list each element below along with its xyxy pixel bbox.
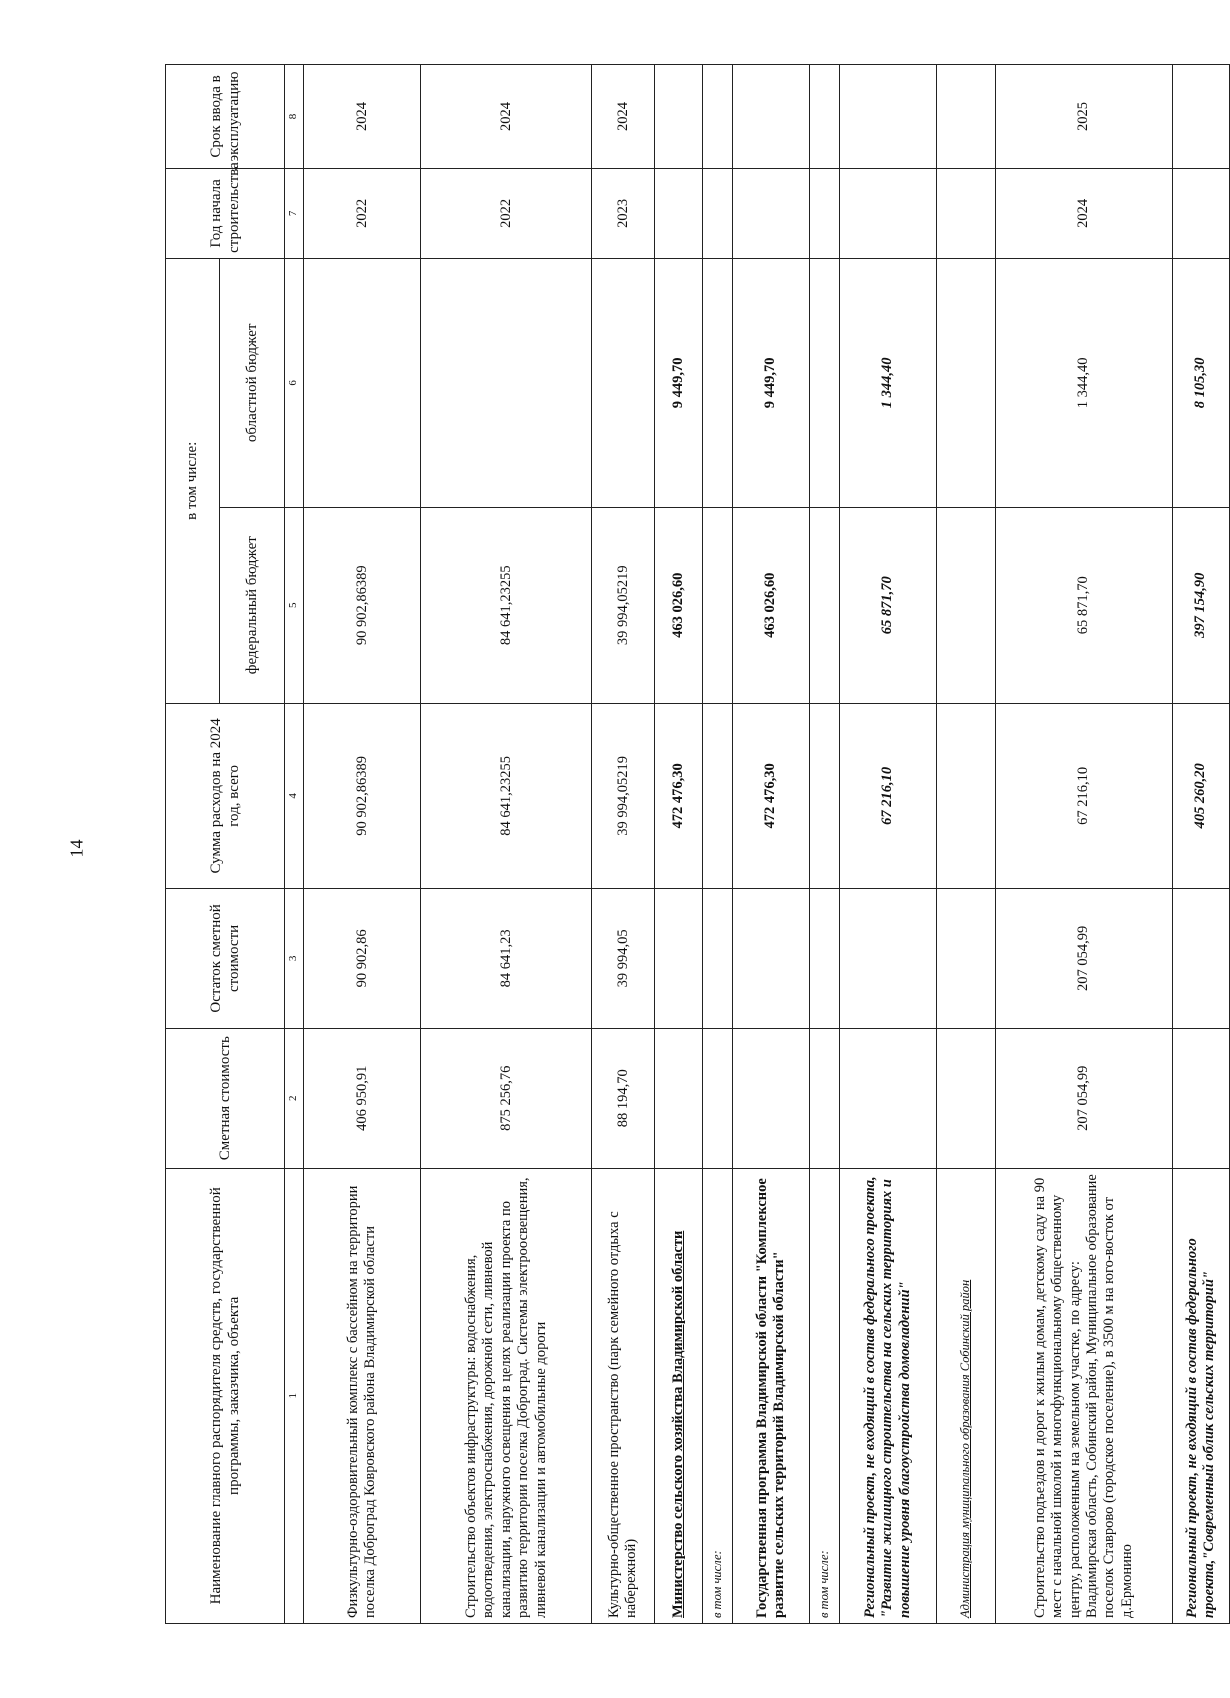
cell-start-year: 2023 bbox=[592, 168, 655, 258]
header-estimated-cost: Сметная стоимость bbox=[166, 1028, 285, 1168]
cell-estimated-cost: 406 950,91 bbox=[303, 1028, 420, 1168]
header-start-year: Год начала строительства bbox=[166, 168, 285, 258]
row-name: Культурно-общественное пространство (парк семейного отдыха с набережной) bbox=[592, 1168, 655, 1623]
column-number: 2 bbox=[284, 1028, 303, 1168]
cell-start-year bbox=[655, 168, 703, 258]
column-number: 6 bbox=[284, 258, 303, 507]
cell-estimated-cost: 207 054,99 bbox=[996, 1028, 1173, 1168]
cell-total-2024: 472 476,30 bbox=[732, 703, 810, 888]
cell-estimated-cost: 875 256,76 bbox=[421, 1028, 592, 1168]
cell-remaining-cost bbox=[810, 889, 840, 1029]
cell-remaining-cost: 207 054,99 bbox=[996, 889, 1173, 1029]
cell-remaining-cost bbox=[936, 889, 995, 1029]
cell-commission-year: 2024 bbox=[303, 65, 420, 169]
cell-estimated-cost bbox=[1172, 1028, 1229, 1168]
cell-commission-year bbox=[1172, 65, 1229, 169]
column-numbers-row bbox=[284, 65, 303, 1624]
table-row bbox=[732, 65, 810, 1624]
row-name: Строительство объектов инфраструктуры: водоснабжения, водоотведения, электроснабжения, дорожной сети, ливневой канализации, наружного освещения в целях реализации проекта по развитию территории поселка Доброград. Системы электроосвещения, ливневой канализации и автомобильные дороги bbox=[421, 1168, 592, 1623]
cell-regional: 1 344,40 bbox=[996, 258, 1173, 507]
cell-federal bbox=[810, 507, 840, 703]
cell-total-2024: 67 216,10 bbox=[996, 703, 1173, 888]
cell-estimated-cost: 88 194,70 bbox=[592, 1028, 655, 1168]
header-name: Наименование главного распорядителя средств, государственной программы, заказчика, объекта bbox=[166, 1168, 285, 1623]
table-row bbox=[655, 65, 703, 1624]
header-federal: федеральный бюджет bbox=[219, 507, 284, 703]
cell-regional: 1 344,40 bbox=[839, 258, 936, 507]
page-number: 14 bbox=[66, 839, 87, 858]
cell-start-year: 2022 bbox=[421, 168, 592, 258]
cell-start-year bbox=[839, 168, 936, 258]
cell-total-2024: 67 216,10 bbox=[839, 703, 936, 888]
header-remaining-cost: Остаток сметной стоимости bbox=[166, 889, 285, 1029]
cell-federal: 65 871,70 bbox=[839, 507, 936, 703]
column-number: 5 bbox=[284, 507, 303, 703]
cell-commission-year bbox=[839, 65, 936, 169]
cell-commission-year: 2025 bbox=[996, 65, 1173, 169]
column-number: 4 bbox=[284, 703, 303, 888]
cell-estimated-cost bbox=[703, 1028, 733, 1168]
column-number: 7 bbox=[284, 168, 303, 258]
cell-federal: 463 026,60 bbox=[655, 507, 703, 703]
table-row bbox=[421, 65, 592, 1624]
column-number: 8 bbox=[284, 65, 303, 169]
row-name: в том числе: bbox=[810, 1168, 840, 1623]
cell-estimated-cost bbox=[839, 1028, 936, 1168]
cell-federal: 397 154,90 bbox=[1172, 507, 1229, 703]
cell-commission-year bbox=[936, 65, 995, 169]
cell-total-2024: 472 476,30 bbox=[655, 703, 703, 888]
row-name: Министерство сельского хозяйства Владимирской области bbox=[655, 1168, 703, 1623]
cell-start-year bbox=[732, 168, 810, 258]
table-row bbox=[810, 65, 840, 1624]
cell-total-2024 bbox=[810, 703, 840, 888]
header-regional: областной бюджет bbox=[219, 258, 284, 507]
table-row bbox=[303, 65, 420, 1624]
cell-regional: 9 449,70 bbox=[655, 258, 703, 507]
row-name: Строительство подъездов и дорог к жилым домам, детскому саду на 90 мест с начальной школой и многофункциональному общественному центру, расположенным на земельном участке, по адресу: Владимирская область, Собинский район, Муниципальное образование поселок Ставрово (городское поселение), в 3500 м на юго-восток от д.Ермонино bbox=[996, 1168, 1173, 1623]
column-number: 3 bbox=[284, 889, 303, 1029]
cell-regional: 8 105,30 bbox=[1172, 258, 1229, 507]
cell-total-2024: 39 994,05219 bbox=[592, 703, 655, 888]
cell-start-year bbox=[810, 168, 840, 258]
cell-commission-year bbox=[732, 65, 810, 169]
table-row bbox=[936, 65, 995, 1624]
cell-federal bbox=[703, 507, 733, 703]
cell-federal: 39 994,05219 bbox=[592, 507, 655, 703]
header-total-2024: Сумма расходов на 2024 год, всего bbox=[166, 703, 285, 888]
cell-estimated-cost bbox=[732, 1028, 810, 1168]
cell-remaining-cost bbox=[732, 889, 810, 1029]
cell-total-2024: 84 641,23255 bbox=[421, 703, 592, 888]
budget-table bbox=[165, 64, 1230, 1624]
cell-total-2024: 90 902,86389 bbox=[303, 703, 420, 888]
cell-regional bbox=[703, 258, 733, 507]
cell-estimated-cost bbox=[810, 1028, 840, 1168]
cell-start-year bbox=[1172, 168, 1229, 258]
cell-regional bbox=[592, 258, 655, 507]
cell-remaining-cost bbox=[703, 889, 733, 1029]
table-row bbox=[1172, 65, 1229, 1624]
cell-regional: 9 449,70 bbox=[732, 258, 810, 507]
table-row bbox=[996, 65, 1173, 1624]
cell-total-2024 bbox=[936, 703, 995, 888]
row-name: Физкультурно-оздоровительный комплекс с бассейном на территории поселка Доброград Ковровского района Владимирской области bbox=[303, 1168, 420, 1623]
cell-start-year: 2022 bbox=[303, 168, 420, 258]
row-name: Государственная программа Владимирской области "Комплексное развитие сельских территорий Владимирской области" bbox=[732, 1168, 810, 1623]
table-row bbox=[703, 65, 733, 1624]
cell-federal: 90 902,86389 bbox=[303, 507, 420, 703]
rotated-table-container bbox=[165, 64, 1230, 1624]
cell-regional bbox=[303, 258, 420, 507]
cell-estimated-cost bbox=[936, 1028, 995, 1168]
cell-federal bbox=[936, 507, 995, 703]
cell-commission-year bbox=[703, 65, 733, 169]
cell-total-2024 bbox=[703, 703, 733, 888]
cell-remaining-cost: 84 641,23 bbox=[421, 889, 592, 1029]
cell-regional bbox=[936, 258, 995, 507]
cell-remaining-cost bbox=[839, 889, 936, 1029]
table-row bbox=[592, 65, 655, 1624]
row-name: в том числе: bbox=[703, 1168, 733, 1623]
header-including: в том числе: bbox=[166, 258, 220, 703]
row-name: Региональный проект, не входящий в состав федерального проекта,"Современный облик сельских территорий" bbox=[1172, 1168, 1229, 1623]
cell-start-year bbox=[703, 168, 733, 258]
cell-total-2024: 405 260,20 bbox=[1172, 703, 1229, 888]
cell-federal: 84 641,23255 bbox=[421, 507, 592, 703]
cell-start-year: 2024 bbox=[996, 168, 1173, 258]
table-row bbox=[839, 65, 936, 1624]
cell-federal: 65 871,70 bbox=[996, 507, 1173, 703]
row-name: Администрация муниципального образования Собинский район bbox=[936, 1168, 995, 1623]
cell-remaining-cost: 90 902,86 bbox=[303, 889, 420, 1029]
cell-estimated-cost bbox=[655, 1028, 703, 1168]
column-number: 1 bbox=[284, 1168, 303, 1623]
cell-federal: 463 026,60 bbox=[732, 507, 810, 703]
cell-remaining-cost: 39 994,05 bbox=[592, 889, 655, 1029]
cell-remaining-cost bbox=[1172, 889, 1229, 1029]
cell-commission-year: 2024 bbox=[421, 65, 592, 169]
header-commission-year: Срок ввода в эксплуатацию bbox=[166, 65, 285, 169]
cell-regional bbox=[421, 258, 592, 507]
cell-commission-year bbox=[810, 65, 840, 169]
row-name: Региональный проект, не входящий в состав федерального проекта, "Развитие жилищного строительства на сельских территориях и повышение уровня благоустройства домовладений" bbox=[839, 1168, 936, 1623]
cell-regional bbox=[810, 258, 840, 507]
header-row-1 bbox=[166, 65, 220, 1624]
cell-commission-year bbox=[655, 65, 703, 169]
cell-start-year bbox=[936, 168, 995, 258]
cell-commission-year: 2024 bbox=[592, 65, 655, 169]
cell-remaining-cost bbox=[655, 889, 703, 1029]
